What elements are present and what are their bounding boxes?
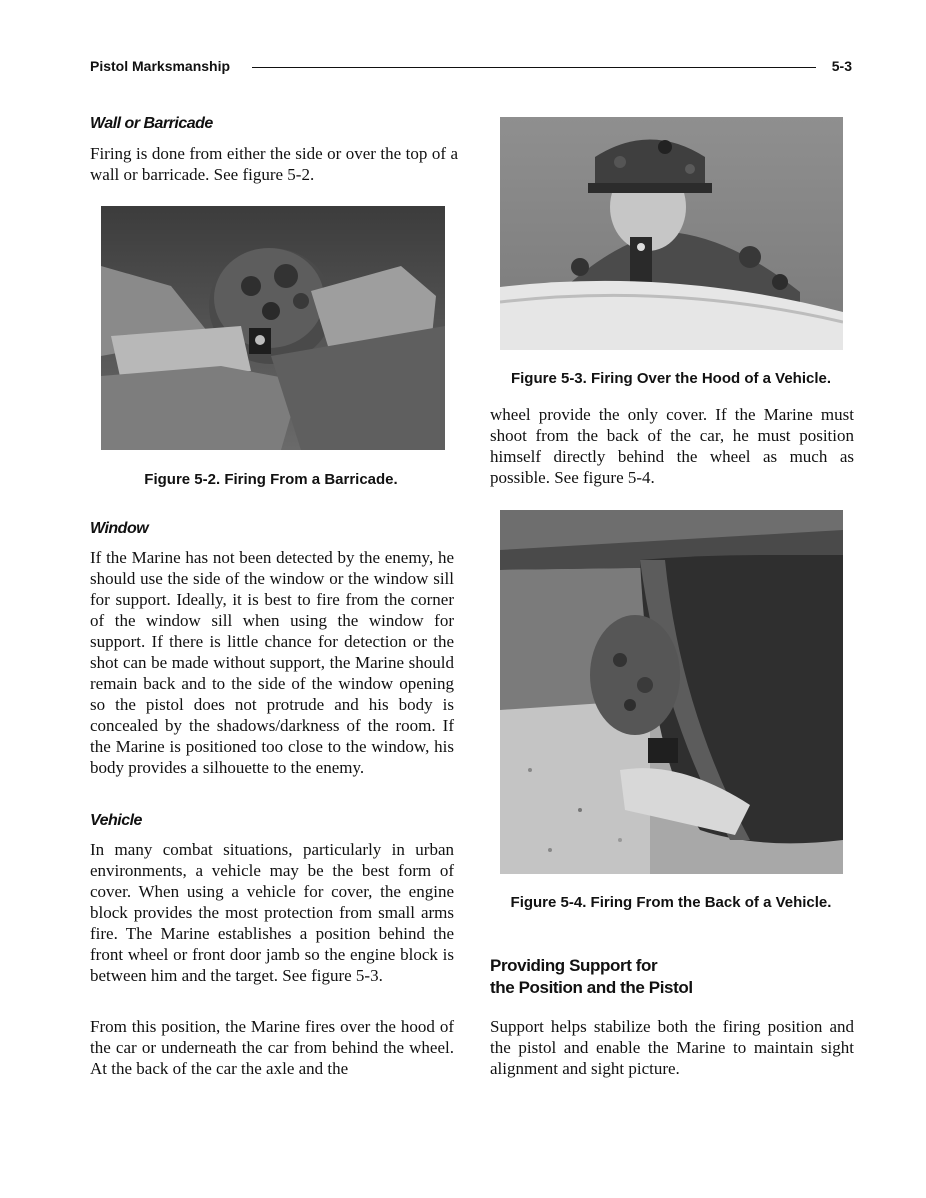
vehicle-paragraph-1: In many combat situations, particularly in urban environments, a vehicle may be the best form of cover. When using a vehicle for cover, the engine block provides the most protection from small arms fire. The Marine establishes a position behind the front wheel or front door jamb so the engine block is between him and the target. See figure 5-3. [90,840,454,985]
figure-5-4-caption: Figure 5-4. Firing From the Back of a Vehicle. [510,894,832,911]
vehicle-continued-paragraph: wheel provide the only cover. If the Marine must shoot from the back of the car, he must position himself directly behind the wheel as much as possible. See figure 5-4. [490,405,854,487]
header-title: Pistol Marksmanship [90,58,231,74]
wall-heading: Wall or Barricade [90,115,213,132]
figure-5-3-photo [500,117,843,350]
window-paragraph: If the Marine has not been detected by the enemy, he should use the side of the window or the window sill for support. Ideally, it is best to fire from the corner of the window sill when using the window for support. If there is little chance for detection or the shot can be made without support, the Marine should remain back and to the side of the window opening so the pistol does not protrude and his body is concealed by the shadows/darkness of the room. If the Marine is positioned too close to the window, his body provides a silhouette to the enemy. [90,548,454,777]
figure-5-2-caption: Figure 5-2. Firing From a Barricade. [144,471,398,488]
figure-5-3-caption: Figure 5-3. Firing Over the Hood of a Vehicle. [510,370,832,387]
vehicle-paragraph-2: From this position, the Marine fires over the hood of the car or underneath the car from behind the wheel. At the back of the car the axle and the [90,1017,454,1078]
support-paragraph: Support helps stabilize both the firing position and the pistol and enable the Marine to maintain sight alignment and sight picture. [490,1017,854,1078]
figure-5-4-photo [500,510,843,874]
support-heading-line-2: the Position and the Pistol [490,978,693,997]
window-heading: Window [90,520,149,537]
wall-paragraph: Firing is done from either the side or over the top of a wall or barricade. See figure 5-2. [90,144,458,184]
support-heading [490,955,854,999]
running-header [90,58,852,78]
figure-5-2-photo [101,206,445,450]
vehicle-heading: Vehicle [90,812,142,829]
support-heading-line-1: Providing Support for [490,956,658,975]
page-number: 5-3 [831,58,852,74]
header-rule [252,67,816,68]
